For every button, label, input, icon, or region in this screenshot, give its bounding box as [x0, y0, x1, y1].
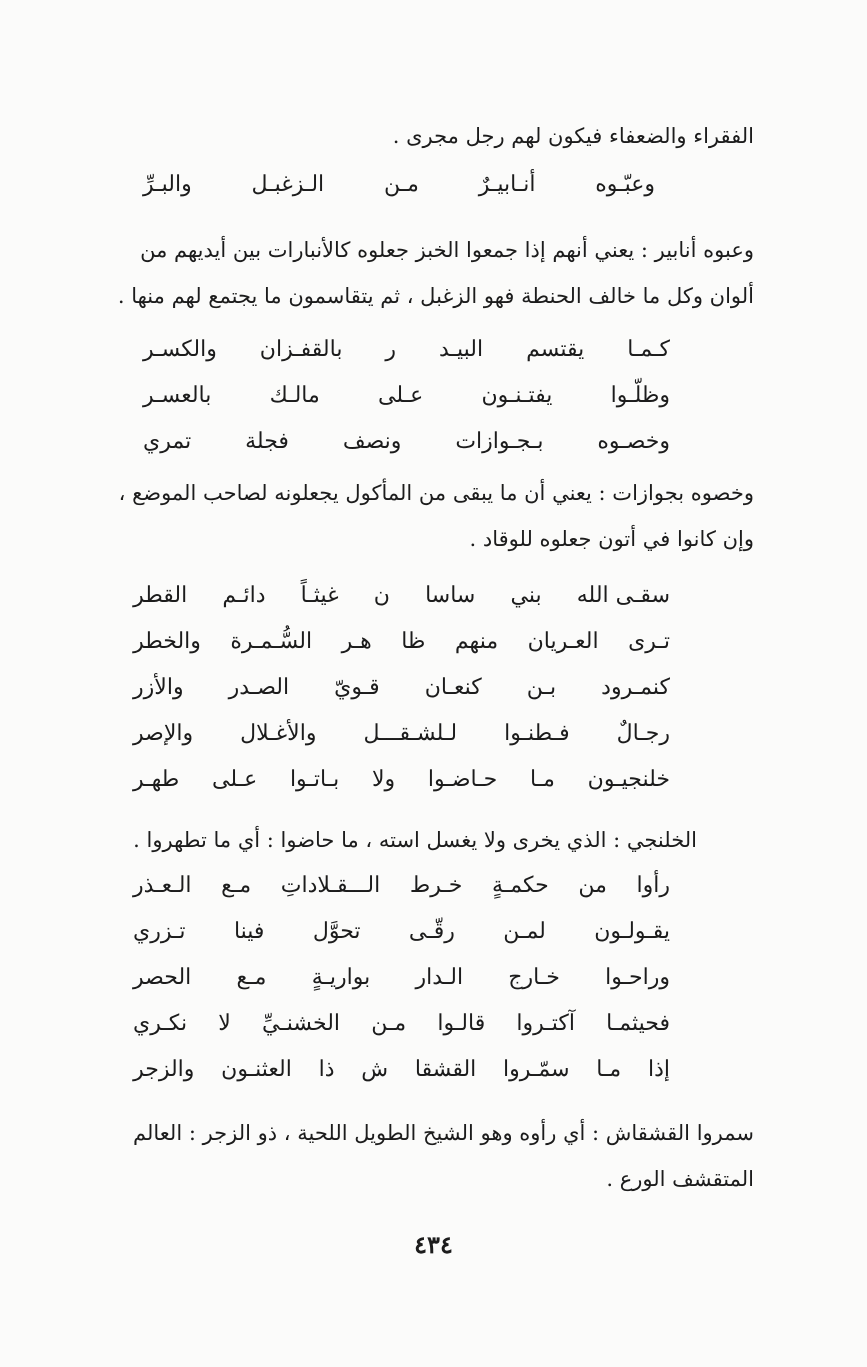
verse-word: قالـوا — [437, 1011, 486, 1036]
verse-word: بالعسـر — [143, 383, 212, 408]
prose-paragraph — [393, 113, 754, 159]
verse-word: نكـري — [133, 1011, 188, 1036]
verse-line — [133, 1001, 670, 1047]
verse-word: من — [578, 873, 607, 898]
verse-word: والأغـلال — [240, 721, 317, 746]
verse-word: ن — [373, 583, 390, 608]
verse-line — [143, 373, 670, 419]
prose-line: ألوان وكل ما خالف الحنطة فهو الزغبل ، ثم يتقاسمون ما يجتمع لهم منها . — [117, 284, 754, 308]
verse-word: القطر — [133, 583, 188, 608]
verse-word: الـــقـلاداتِ — [280, 873, 381, 898]
verse-word: يفتـنـون — [481, 383, 553, 408]
verse-word: الـدار — [415, 965, 464, 990]
verse-word: تحوَّل — [312, 919, 361, 944]
verse-word: ذا — [318, 1057, 335, 1082]
prose-paragraph — [133, 1110, 754, 1202]
poem-stanza — [133, 573, 670, 803]
verse-word: الـعـذر — [133, 873, 192, 898]
verse-word: سقـى الله — [576, 583, 670, 608]
prose-line: وعبوه أنابير : يعني أنهم إذا جمعوا الخبز جعلوه كالأنبارات بين أيديهم من — [140, 238, 754, 262]
prose-paragraph — [118, 227, 754, 319]
verse-word: إذا — [647, 1057, 670, 1082]
verse-word: ولا — [372, 767, 396, 792]
verse-line — [133, 909, 670, 955]
verse-word: ر — [385, 337, 397, 362]
verse-word: البيـد — [439, 337, 484, 362]
verse-word: قـويّ — [334, 675, 380, 700]
verse-word: يقـولـون — [594, 919, 670, 944]
page-number: ٤٣٤ — [414, 1230, 453, 1259]
verse-word: فجلة — [245, 429, 289, 454]
verse-word: عـلى — [212, 767, 258, 792]
verse-word: مـع — [221, 873, 252, 898]
verse-word: تمري — [143, 429, 192, 454]
verse-word: الـزغبـل — [251, 172, 325, 197]
verse-word: منهم — [454, 629, 499, 654]
verse-word: والإصر — [133, 721, 194, 746]
verse-word: يقتسم — [526, 337, 585, 362]
verse-word: كـمـا — [627, 337, 670, 362]
verse-line — [133, 757, 670, 803]
verse-word: خلنجيـون — [587, 767, 670, 792]
prose-paragraph — [133, 817, 697, 863]
verse-word: بواريـةٍ — [311, 965, 371, 990]
verse-word: بـن — [526, 675, 557, 700]
verse-line — [133, 665, 670, 711]
verse-word: تـرى — [628, 629, 670, 654]
verse-word: مـع — [236, 965, 267, 990]
verse-word: والخطر — [133, 629, 201, 654]
verse-word: لـلشـقـــل — [363, 721, 458, 746]
verse-word: حـاضـوا — [427, 767, 498, 792]
verse-word: مـن — [371, 1011, 407, 1036]
verse-word: وخصـوه — [597, 429, 670, 454]
verse-word: الحصر — [133, 965, 192, 990]
verse-word: فحيثمـا — [606, 1011, 670, 1036]
verse-word: وظلّـوا — [610, 383, 670, 408]
verse-word: لمـن — [503, 919, 546, 944]
verse-word: كنمـرود — [601, 675, 670, 700]
verse-word: العـريان — [527, 629, 599, 654]
verse-word: غيثـاً — [300, 583, 339, 608]
verse-word: الصـدر — [228, 675, 290, 700]
verse-word: تـزري — [133, 919, 186, 944]
verse-word: مالـك — [269, 383, 320, 408]
verse-word: والبـرِّ — [143, 172, 192, 197]
verse-line — [143, 419, 670, 465]
verse-word: آكتـروا — [516, 1011, 575, 1036]
verse-word: بالقفـزان — [259, 337, 343, 362]
verse-word: خـارج — [508, 965, 560, 990]
verse-line — [133, 1047, 670, 1093]
verse-word: والكسـر — [143, 337, 217, 362]
verse-word: رقّـى — [408, 919, 455, 944]
verse-word: وعبّـوه — [595, 172, 655, 197]
verse-word: السُّـمـرة — [230, 629, 313, 654]
verse-word: رجـالٌ — [616, 721, 670, 746]
verse-line — [143, 327, 670, 373]
prose-line: وخصوه بجوازات : يعني أن ما يبقى من المأكول يجعلونه لصاحب الموضع ، — [118, 481, 754, 505]
verse-word: رأوا — [636, 873, 670, 898]
prose-line: سمروا القشقاش : أي رأوه وهو الشيخ الطويل اللحية ، ذو الزجر : العالم — [133, 1121, 754, 1145]
verse-word: طهـر — [133, 767, 180, 792]
verse-word: والأزر — [133, 675, 184, 700]
poem-stanza — [143, 162, 655, 208]
verse-line — [133, 619, 670, 665]
verse-word: وراحـوا — [605, 965, 670, 990]
verse-word: فينا — [233, 919, 265, 944]
verse-word: فـطنـوا — [504, 721, 570, 746]
verse-word: ظا — [401, 629, 426, 654]
prose-line: الخلنجي : الذي يخرى ولا يغسل استه ، ما حاضوا : أي ما تطهروا . — [133, 828, 697, 852]
verse-word: بـاتـوا — [289, 767, 340, 792]
verse-word: بـجـوازات — [455, 429, 544, 454]
verse-word: مـا — [596, 1057, 622, 1082]
prose-line: المتقشف الورع . — [606, 1167, 754, 1191]
verse-word: مـا — [530, 767, 555, 792]
verse-word: مـن — [383, 172, 419, 197]
verse-word: العثنـون — [221, 1057, 292, 1082]
prose-paragraph — [119, 470, 754, 562]
poem-stanza — [133, 863, 670, 1093]
verse-word: خـرط — [409, 873, 463, 898]
verse-word: والزجر — [133, 1057, 195, 1082]
verse-word: حكمـةٍ — [492, 873, 549, 898]
verse-word: دائـم — [222, 583, 266, 608]
verse-line — [133, 955, 670, 1001]
verse-word: ساسا — [425, 583, 476, 608]
verse-word: أنـابيـرٌ — [478, 172, 536, 197]
verse-word: لا — [218, 1011, 231, 1036]
verse-word: هـر — [341, 629, 372, 654]
verse-line — [133, 711, 670, 757]
verse-word: القشقا — [414, 1057, 477, 1082]
verse-word: عـلى — [378, 383, 424, 408]
prose-line: الفقراء والضعفاء فيكون لهم رجل مجرى . — [392, 124, 754, 148]
verse-word: كنعـان — [424, 675, 482, 700]
prose-line: وإن كانوا في أتون جعلوه للوقاد . — [469, 527, 754, 551]
verse-line — [143, 162, 655, 208]
verse-line — [133, 863, 670, 909]
poem-stanza — [143, 327, 670, 465]
verse-word: ش — [361, 1057, 389, 1082]
verse-word: سمّـروا — [503, 1057, 570, 1082]
verse-word: ونصف — [342, 429, 402, 454]
verse-word: بني — [510, 583, 542, 608]
verse-line — [133, 573, 670, 619]
verse-word: الخشنـيِّ — [261, 1011, 341, 1036]
